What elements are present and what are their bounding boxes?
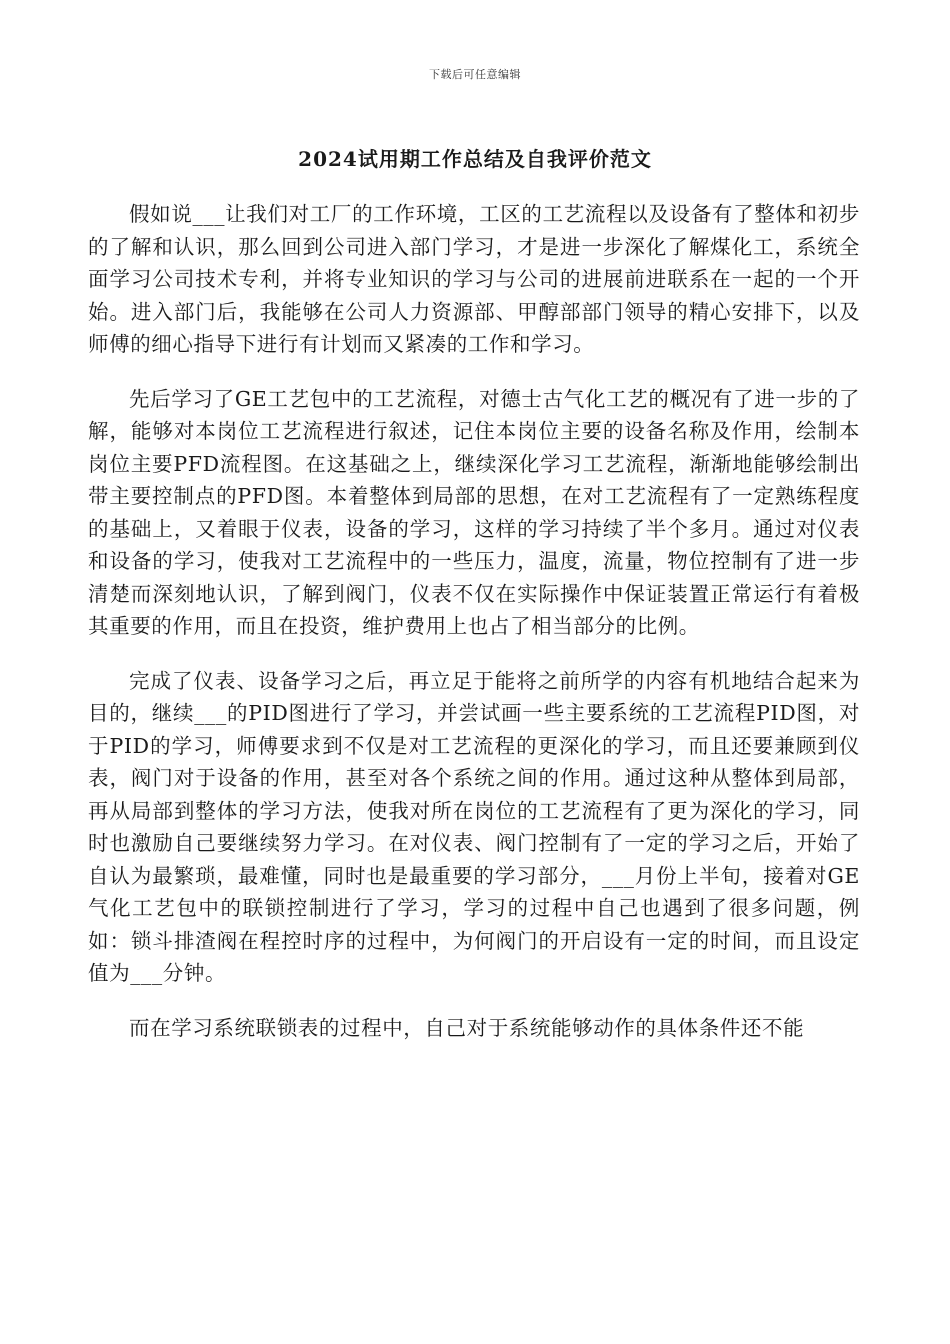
- paragraph: 假如说___让我们对工厂的工作环境，工区的工艺流程以及设备有了整体和初步的了解和认识，那么回到公司进入部门学习，才是进一步深化了解煤化工，系统全面学习公司技术专利，并将专业知识的学习与公司的进展前进联系在一起的一个开始。进入部门后，我能够在公司人力资源部、甲醇部部门领导的精心安排下，以及师傅的细心指导下进行有计划而又紧凑的工作和学习。: [88, 202, 860, 356]
- paragraph: 完成了仪表、设备学习之后，再立足于能将之前所学的内容有机地结合起来为目的，继续___的PID图进行了学习，并尝试画一些主要系统的工艺流程PID图，对于PID的学习，师傅要求到不仅是对工艺流程的更深化的学习，而且还要兼顾到仪表，阀门对于设备的作用，甚至对各个系统之间的作用。通过这种从整体到局部，再从局部到整体的学习方法，使我对所在岗位的工艺流程有了更为深化的学习，同时也激励自己要继续努力学习。在对仪表、阀门控制有了一定的学习之后，开始了自认为最繁琐，最难懂，同时也是最重要的学习部分，___月份上半旬，接着对GE气化工艺包中的联锁控制进行了学习，学习的过程中自己也遇到了很多问题，例如：锁斗排渣阀在程控时序的过程中，为何阀门的开启设有一定的时间，而且设定值为___分钟。: [88, 668, 860, 985]
- document-body: [88, 198, 860, 1066]
- document-title: 2024试用期工作总结及自我评价范文: [298, 147, 652, 171]
- paragraph: 先后学习了GE工艺包中的工艺流程，对德士古气化工艺的概况有了进一步的了解，能够对本岗位工艺流程进行叙述，记住本岗位主要的设备名称及作用，绘制本岗位主要PFD流程图。在这基础之上，继续深化学习工艺流程，渐渐地能够绘制出带主要控制点的PFD图。本着整体到局部的思想，在对工艺流程有了一定熟练程度的基础上，又着眼于仪表，设备的学习，这样的学习持续了半个多月。通过对仪表和设备的学习，使我对工艺流程中的一些压力，温度，流量，物位控制有了进一步清楚而深刻地认识，了解到阀门，仪表不仅在实际操作中保证装置正常运行有着极其重要的作用，而且在投资，维护费用上也占了相当部分的比例。: [88, 386, 860, 638]
- header-note: 下载后可任意编辑: [429, 68, 521, 81]
- paragraph: 而在学习系统联锁表的过程中，自己对于系统能够动作的具体条件还不能: [129, 1015, 805, 1040]
